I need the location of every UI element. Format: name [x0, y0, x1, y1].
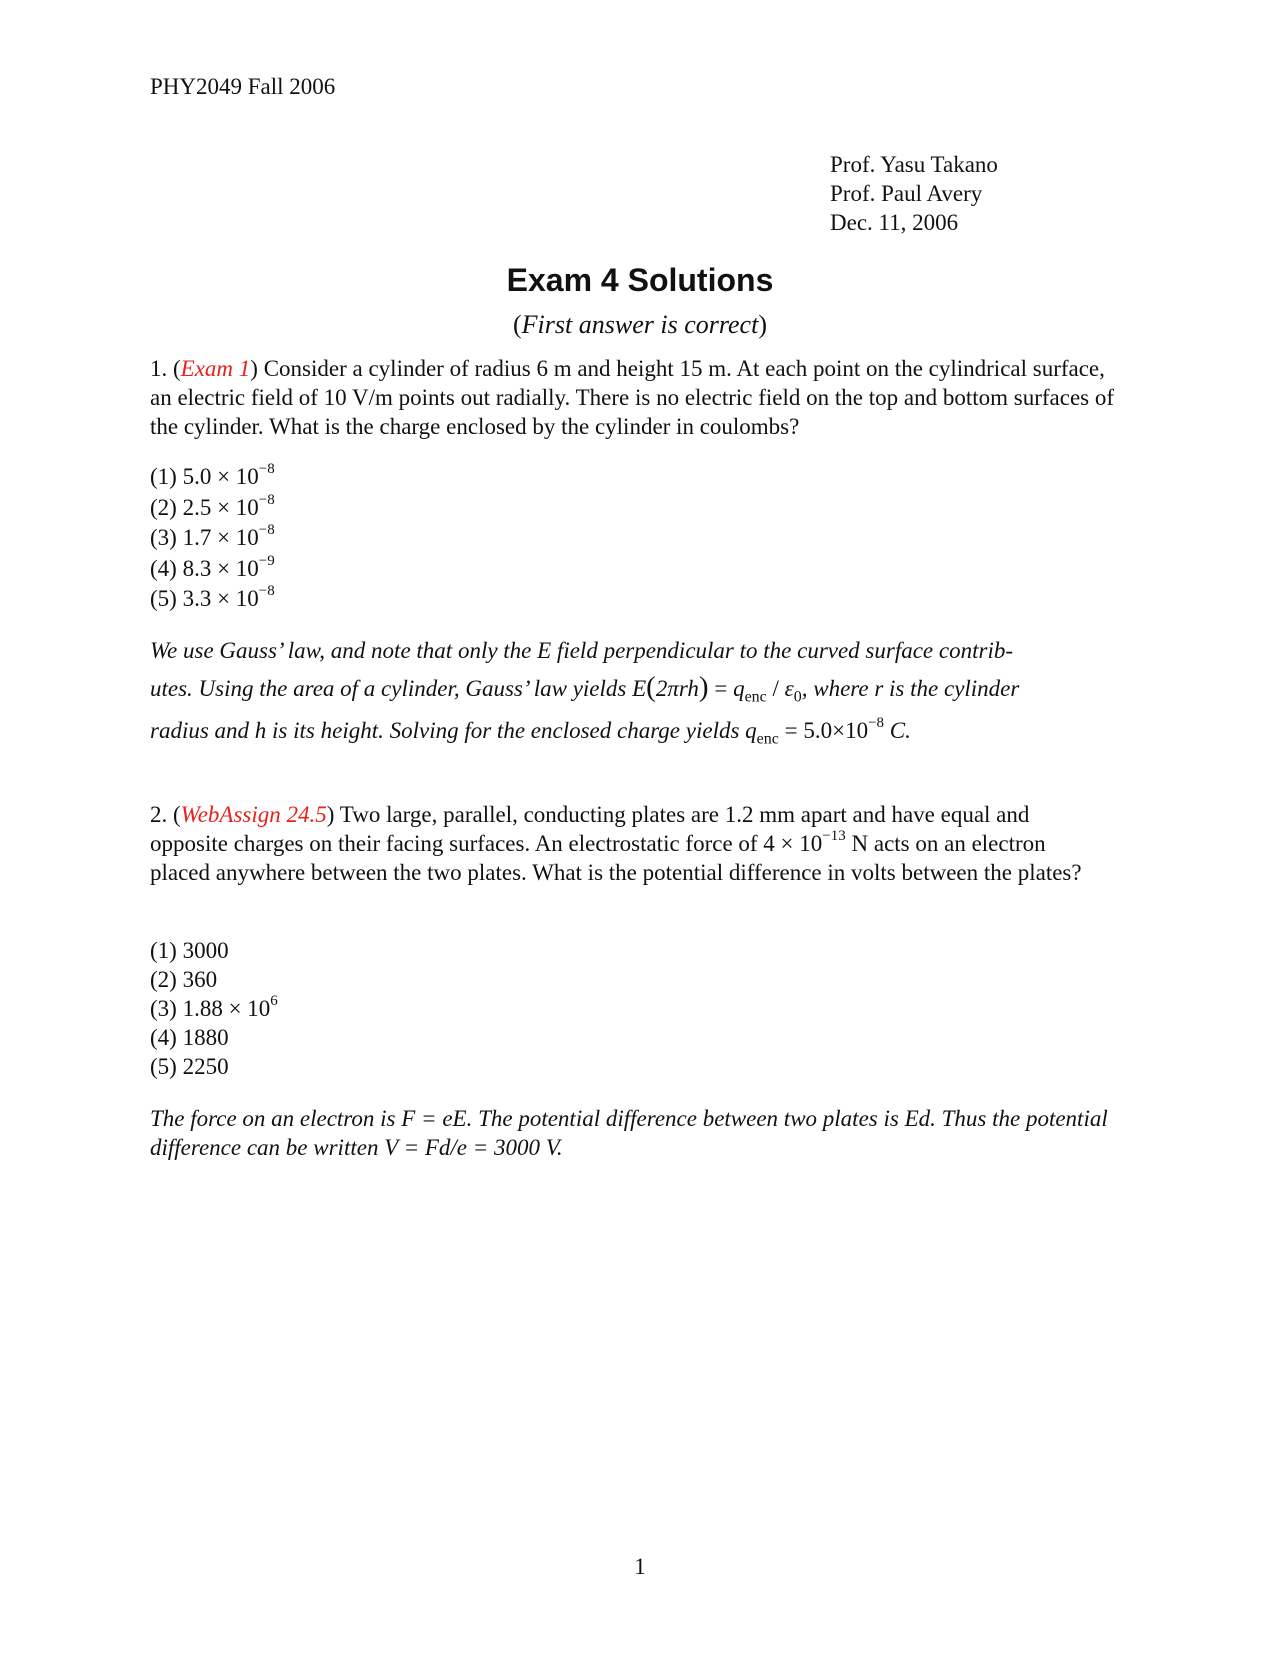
page-number: 1 — [634, 1554, 646, 1579]
question-2 — [150, 800, 1110, 887]
q2-solution: The force on an electron is F = eE. The potential difference between two plates is Ed. Thus the potential difference can be written V = Fd/e = 3000 V. — [150, 1106, 1108, 1160]
course-header: PHY2049 Fall 2006 — [150, 74, 336, 99]
q1-solution-line-3: radius and h is its height. Solving for the enclosed charge yields $q_{enc} = 5.0\times 10^{-8}$ C. — [150, 715, 911, 748]
q1-source: Exam 1 — [180, 356, 251, 381]
exam-date: Dec. 11, 2006 — [830, 210, 959, 235]
q2-source: WebAssign 24.5 — [180, 802, 327, 827]
question-1 — [150, 354, 1130, 441]
q2-text-b: N acts on an electron placed anywhere between the two plates. What is the potential difference in volts between the plates? — [150, 831, 1082, 885]
q2-exp: −13 — [822, 828, 846, 845]
q2-option: (3) $1.88 \times 10^6$ — [150, 993, 278, 1021]
q2-number: 2. ( — [150, 802, 181, 827]
page-subtitle: (First answer is correct) — [513, 310, 767, 339]
q1-options — [150, 462, 275, 615]
q2-option: (1) 3000 — [150, 938, 229, 963]
q2-text-a: ) Two large, parallel, conducting plates are 1.2 mm apart and have equal and opposite charges on their facing surfaces. An electrostatic force of 4 × 10 — [150, 802, 1030, 856]
q2-option: (2) 360 — [150, 967, 218, 992]
q1-option: (3) $1.7 \times 10^{-8}$ — [150, 522, 275, 550]
gauss-equation: $E(2\pi rh) = q_{enc} / \varepsilon_0$ — [632, 671, 802, 706]
q1-option: (1) $5.0 \times 10^{-8}$ — [150, 461, 275, 489]
q1-option: (4) $8.3 \times 10^{-9}$ — [150, 552, 275, 581]
q2-option: (4) 1880 — [150, 1025, 229, 1050]
q2-option: (5) 2250 — [150, 1054, 229, 1079]
prof-2: Prof. Paul Avery — [830, 181, 983, 206]
q1-solution — [150, 636, 1140, 748]
prof-1: Prof. Yasu Takano — [830, 152, 998, 177]
q1-number: 1. ( — [150, 356, 181, 381]
q1-text: ) Consider a cylinder of radius 6 m and height 15 m. At each point on the cylindrical surface, an electric field of 10 V/m points out radially. There is no electric field on the top and bottom surfaces of the cylinder. What is the charge enclosed by the cylinder in coulombs? — [150, 356, 1115, 439]
page-title: Exam 4 Solutions — [506, 262, 774, 298]
q1-option: (2) $2.5 \times 10^{-8}$ — [150, 491, 275, 520]
q2-options — [150, 936, 278, 1081]
subtitle-text: First answer is correct — [521, 310, 759, 339]
charge-result: $q_{enc} = 5.0\times 10^{-8}$ — [745, 715, 885, 748]
instructor-block — [830, 150, 998, 237]
q1-solution-line-1: We use Gauss’ law, and note that only the E field perpendicular to the curved surface contrib- — [150, 638, 1013, 663]
q1-solution-line-2: utes. Using the area of a cylinder, Gauss’ law yields $E(2\pi rh) = q_{enc} / \varepsilon_0$, where r is the cylinder — [150, 671, 1020, 706]
q1-option: (5) $3.3 \times 10^{-8}$ — [150, 583, 275, 611]
